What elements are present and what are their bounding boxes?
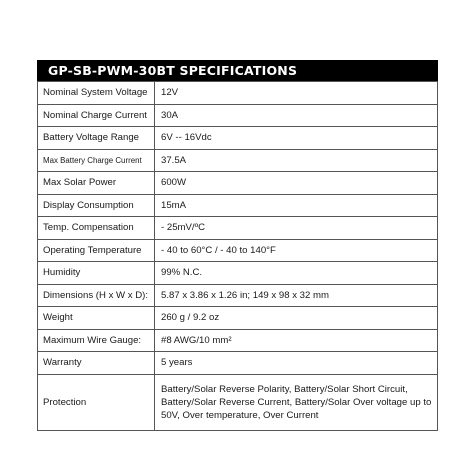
spec-label: Battery Voltage Range [38,127,155,150]
spec-label: Weight [38,307,155,330]
table-row [38,104,438,127]
spec-value: #8 AWG/10 mm² [155,329,438,352]
spec-value: 5.87 x 3.86 x 1.26 in; 149 x 98 x 32 mm [155,284,438,307]
table-row [38,307,438,330]
spec-label: Maximum Wire Gauge: [38,329,155,352]
spec-label: Display Consumption [38,194,155,217]
spec-title: GP-SB-PWM-30BT SPECIFICATIONS [37,60,438,81]
spec-label: Temp. Compensation [38,217,155,240]
spec-table [37,81,438,431]
table-row [38,149,438,172]
table-row [38,329,438,352]
spec-sheet [37,60,438,431]
spec-label: Protection [38,374,155,430]
table-row [38,194,438,217]
table-row [38,172,438,195]
spec-label: Warranty [38,352,155,375]
spec-value: 99% N.C. [155,262,438,285]
spec-value: 260 g / 9.2 oz [155,307,438,330]
spec-label: Nominal Charge Current [38,104,155,127]
spec-value: Battery/Solar Reverse Polarity, Battery/Solar Short Circuit, Battery/Solar Reverse Current, Battery/Solar Over voltage up to 50V, Over temperature, Over Current [155,374,438,430]
spec-label: Dimensions (H x W x D): [38,284,155,307]
spec-value: 15mA [155,194,438,217]
table-row [38,262,438,285]
table-row [38,352,438,375]
spec-label: Max Solar Power [38,172,155,195]
spec-label: Humidity [38,262,155,285]
spec-label: Nominal System Voltage [38,82,155,105]
table-row [38,374,438,430]
table-row [38,82,438,105]
spec-value: 5 years [155,352,438,375]
spec-label: Max Battery Charge Current [38,149,155,172]
spec-label: Operating Temperature [38,239,155,262]
spec-value: 600W [155,172,438,195]
spec-value: - 40 to 60°C / - 40 to 140°F [155,239,438,262]
table-row [38,127,438,150]
table-row [38,239,438,262]
spec-value: 12V [155,82,438,105]
spec-value: - 25mV/ºC [155,217,438,240]
spec-value: 37.5A [155,149,438,172]
table-row [38,284,438,307]
spec-value: 6V -- 16Vdc [155,127,438,150]
spec-value: 30A [155,104,438,127]
table-row [38,217,438,240]
